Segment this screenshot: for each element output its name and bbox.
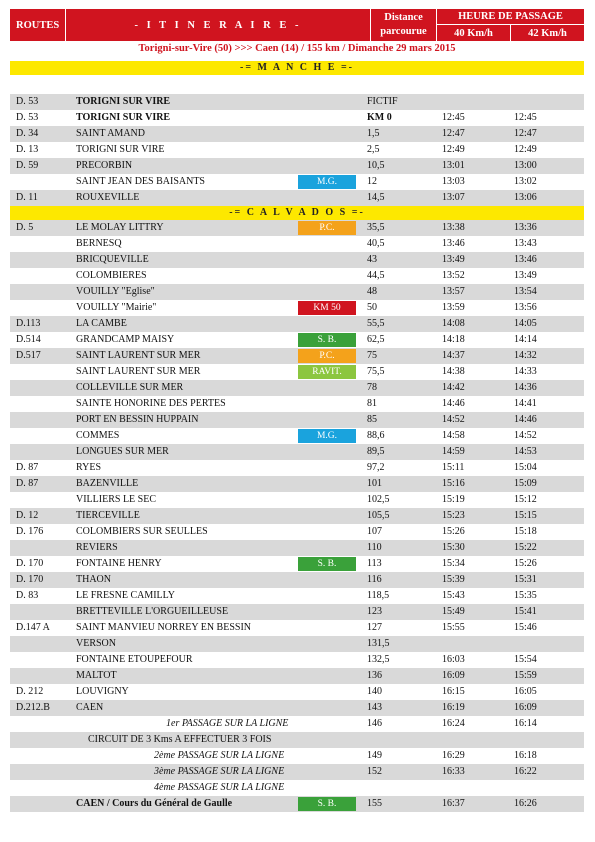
distance-km: 55,5 — [367, 318, 385, 329]
time-40kmh: 13:57 — [442, 286, 465, 297]
distance-km: 43 — [367, 254, 377, 265]
time-42kmh: 13:43 — [514, 238, 537, 249]
route-code: D. 13 — [16, 144, 39, 155]
distance-km: 50 — [367, 302, 377, 313]
place-name: SAINT LAURENT SUR MER — [76, 350, 201, 361]
distance-km: 14,5 — [367, 192, 385, 203]
time-42kmh: 15:35 — [514, 590, 537, 601]
time-40kmh: 14:52 — [442, 414, 465, 425]
time-42kmh: 13:49 — [514, 270, 537, 281]
distance-km: 155 — [367, 798, 382, 809]
table-row — [10, 572, 584, 588]
checkpoint-badge: M.G. — [298, 429, 356, 443]
table-row — [10, 444, 584, 460]
route-code: D.147 A — [16, 622, 50, 633]
checkpoint-badge: RAVIT. — [298, 365, 356, 379]
route-code: D. 176 — [16, 526, 44, 537]
table-row — [10, 316, 584, 332]
distance-km: 89,5 — [367, 446, 385, 457]
time-42kmh: 12:47 — [514, 128, 537, 139]
time-42kmh: 13:46 — [514, 254, 537, 265]
route-code: D. 87 — [16, 462, 39, 473]
time-40kmh: 16:33 — [442, 766, 465, 777]
table-row — [10, 524, 584, 540]
time-42kmh: 15:46 — [514, 622, 537, 633]
distance-km: 40,5 — [367, 238, 385, 249]
time-40kmh: 12:49 — [442, 144, 465, 155]
time-40kmh: 13:38 — [442, 222, 465, 233]
table-row — [10, 716, 584, 732]
place-name: SAINT LAURENT SUR MER — [76, 366, 201, 377]
time-40kmh: 13:03 — [442, 176, 465, 187]
place-name: TIERCEVILLE — [76, 510, 140, 521]
route-code: D. 53 — [16, 96, 39, 107]
time-42kmh: 13:00 — [514, 160, 537, 171]
header-routes: ROUTES — [10, 9, 66, 41]
time-40kmh: 14:46 — [442, 398, 465, 409]
place-name: RYES — [76, 462, 102, 473]
table-row — [10, 94, 584, 110]
checkpoint-badge: P.C. — [298, 349, 356, 363]
place-name: CIRCUIT DE 3 Kms A EFFECTUER 3 FOIS — [88, 734, 272, 745]
route-code: D.517 — [16, 350, 41, 361]
table-row — [10, 348, 584, 364]
table-row — [10, 268, 584, 284]
table-row — [10, 492, 584, 508]
place-name: CAEN / Cours du Général de Gaulle — [76, 798, 233, 809]
time-42kmh: 16:09 — [514, 702, 537, 713]
place-name: TORIGNI SUR VIRE — [76, 96, 171, 107]
header-heure-label: HEURE DE PASSAGE — [437, 9, 584, 25]
time-40kmh: 15:55 — [442, 622, 465, 633]
time-42kmh: 15:15 — [514, 510, 537, 521]
distance-km: 97,2 — [367, 462, 385, 473]
time-40kmh: 14:08 — [442, 318, 465, 329]
header-speed-42: 42 Km/h — [528, 27, 567, 39]
distance-km: 132,5 — [367, 654, 390, 665]
time-40kmh: 15:39 — [442, 574, 465, 585]
time-42kmh: 13:06 — [514, 192, 537, 203]
table-row — [10, 476, 584, 492]
distance-km: 113 — [367, 558, 382, 569]
time-40kmh: 16:03 — [442, 654, 465, 665]
place-name: MALTOT — [76, 670, 117, 681]
time-40kmh: 13:07 — [442, 192, 465, 203]
place-name: LOUVIGNY — [76, 686, 129, 697]
time-40kmh: 16:29 — [442, 750, 465, 761]
distance-km: 62,5 — [367, 334, 385, 345]
table-row — [10, 684, 584, 700]
time-40kmh: 15:30 — [442, 542, 465, 553]
time-40kmh: 16:37 — [442, 798, 465, 809]
distance-km: 140 — [367, 686, 382, 697]
table-row — [10, 748, 584, 764]
distance-km: FICTIF — [367, 96, 398, 107]
route-code: D. 170 — [16, 558, 44, 569]
place-name: BRICQUEVILLE — [76, 254, 149, 265]
header-heure-passage — [437, 9, 584, 41]
table-row — [10, 110, 584, 126]
place-name: COLOMBIERS SUR SEULLES — [76, 526, 208, 537]
time-42kmh: 14:41 — [514, 398, 537, 409]
route-code: D. 5 — [16, 222, 34, 233]
checkpoint-badge: S. B. — [298, 797, 356, 811]
table-row — [10, 636, 584, 652]
table-row — [10, 412, 584, 428]
time-42kmh: 15:59 — [514, 670, 537, 681]
place-name: TORIGNI SUR VIRE — [76, 112, 171, 123]
table-row — [10, 556, 584, 572]
route-code: D. 53 — [16, 112, 39, 123]
band-manche: -= M A N C H E =- — [10, 61, 584, 75]
distance-km: 1,5 — [367, 128, 380, 139]
place-name: 2ème PASSAGE SUR LA LIGNE — [154, 750, 285, 761]
place-name: ROUXEVILLE — [76, 192, 140, 203]
distance-km: 10,5 — [367, 160, 385, 171]
band-calvados: -= C A L V A D O S =- — [10, 206, 584, 220]
table-row — [10, 142, 584, 158]
checkpoint-badge: S. B. — [298, 557, 356, 571]
place-name: LE MOLAY LITTRY — [76, 222, 164, 233]
distance-km: 75 — [367, 350, 377, 361]
time-42kmh: 12:45 — [514, 112, 537, 123]
time-40kmh: 16:09 — [442, 670, 465, 681]
place-name: COLOMBIERES — [76, 270, 147, 281]
table-row — [10, 796, 584, 812]
place-name: VOUILLY "Mairie" — [76, 302, 157, 313]
time-42kmh: 15:12 — [514, 494, 537, 505]
time-40kmh: 14:38 — [442, 366, 465, 377]
place-name: BRETTEVILLE L'ORGUEILLEUSE — [76, 606, 229, 617]
time-42kmh: 14:46 — [514, 414, 537, 425]
time-42kmh: 13:36 — [514, 222, 537, 233]
route-code: D. 34 — [16, 128, 39, 139]
distance-km: 127 — [367, 622, 382, 633]
place-name: FONTAINE ETOUPEFOUR — [76, 654, 193, 665]
place-name: CAEN — [76, 702, 104, 713]
route-code: D. 11 — [16, 192, 38, 203]
checkpoint-badge: S. B. — [298, 333, 356, 347]
time-42kmh: 16:26 — [514, 798, 537, 809]
place-name: COMMES — [76, 430, 120, 441]
distance-km: 149 — [367, 750, 382, 761]
route-code: D.514 — [16, 334, 41, 345]
place-name: COLLEVILLE SUR MER — [76, 382, 184, 393]
race-subtitle: Torigni-sur-Vire (50) >>> Caen (14) / 155 km / Dimanche 29 mars 2015 — [138, 43, 456, 54]
table-row — [10, 668, 584, 684]
distance-km: 75,5 — [367, 366, 385, 377]
table-row — [10, 190, 584, 206]
time-40kmh: 15:11 — [442, 462, 465, 473]
distance-km: 81 — [367, 398, 377, 409]
itinerary-table — [10, 94, 584, 812]
time-42kmh: 14:14 — [514, 334, 537, 345]
time-40kmh: 12:47 — [442, 128, 465, 139]
table-row — [10, 332, 584, 348]
place-name: TORIGNI SUR VIRE — [76, 144, 165, 155]
route-code: D. 59 — [16, 160, 39, 171]
time-40kmh: 14:37 — [442, 350, 465, 361]
time-42kmh: 15:04 — [514, 462, 537, 473]
distance-km: 110 — [367, 542, 382, 553]
time-42kmh: 16:22 — [514, 766, 537, 777]
place-name: SAINT JEAN DES BAISANTS — [76, 176, 205, 187]
place-name: BERNESQ — [76, 238, 122, 249]
table-row — [10, 460, 584, 476]
time-42kmh: 13:02 — [514, 176, 537, 187]
distance-km: 123 — [367, 606, 382, 617]
checkpoint-badge: KM 50 — [298, 301, 356, 315]
time-42kmh: 14:53 — [514, 446, 537, 457]
table-row — [10, 284, 584, 300]
place-name: LA CAMBE — [76, 318, 127, 329]
table-row — [10, 236, 584, 252]
time-40kmh: 16:15 — [442, 686, 465, 697]
place-name: LONGUES SUR MER — [76, 446, 169, 457]
table-row — [10, 604, 584, 620]
table-row — [10, 158, 584, 174]
time-40kmh: 13:46 — [442, 238, 465, 249]
checkpoint-badge: P.C. — [298, 221, 356, 235]
time-42kmh: 15:09 — [514, 478, 537, 489]
distance-km: 48 — [367, 286, 377, 297]
place-name: REVIERS — [76, 542, 118, 553]
place-name: 3ème PASSAGE SUR LA LIGNE — [154, 766, 285, 777]
time-40kmh: 16:19 — [442, 702, 465, 713]
time-40kmh: 15:26 — [442, 526, 465, 537]
time-40kmh: 16:24 — [442, 718, 465, 729]
place-name: FONTAINE HENRY — [76, 558, 162, 569]
time-40kmh: 15:49 — [442, 606, 465, 617]
table-row — [10, 220, 584, 236]
time-42kmh: 16:14 — [514, 718, 537, 729]
distance-km: 116 — [367, 574, 382, 585]
header-itineraire: - I T I N E R A I R E - — [66, 9, 371, 41]
time-40kmh: 14:58 — [442, 430, 465, 441]
route-code: D. 83 — [16, 590, 39, 601]
time-42kmh: 15:54 — [514, 654, 537, 665]
time-42kmh: 14:33 — [514, 366, 537, 377]
place-name: 4ème PASSAGE SUR LA LIGNE — [154, 782, 285, 793]
time-42kmh: 15:22 — [514, 542, 537, 553]
time-40kmh: 13:59 — [442, 302, 465, 313]
table-row — [10, 252, 584, 268]
time-42kmh: 16:18 — [514, 750, 537, 761]
table-row — [10, 126, 584, 142]
place-name: VERSON — [76, 638, 117, 649]
route-code: D.113 — [16, 318, 41, 329]
distance-km: 85 — [367, 414, 377, 425]
place-name: BAZENVILLE — [76, 478, 139, 489]
checkpoint-badge: M.G. — [298, 175, 356, 189]
place-name: LE FRESNE CAMILLY — [76, 590, 175, 601]
distance-km: 152 — [367, 766, 382, 777]
distance-km: 105,5 — [367, 510, 390, 521]
time-42kmh: 13:54 — [514, 286, 537, 297]
distance-km: 88,6 — [367, 430, 385, 441]
table-row — [10, 780, 584, 796]
header-speeds — [437, 25, 584, 41]
distance-km: 44,5 — [367, 270, 385, 281]
table-row — [10, 764, 584, 780]
time-40kmh: 13:49 — [442, 254, 465, 265]
table-row — [10, 300, 584, 316]
time-40kmh: 14:42 — [442, 382, 465, 393]
table-row — [10, 732, 584, 748]
place-name: THAON — [76, 574, 111, 585]
place-name: SAINTE HONORINE DES PERTES — [76, 398, 226, 409]
time-40kmh: 15:16 — [442, 478, 465, 489]
time-42kmh: 15:31 — [514, 574, 537, 585]
header-distance — [371, 9, 437, 41]
distance-km: 136 — [367, 670, 382, 681]
distance-km: 102,5 — [367, 494, 390, 505]
distance-km: 146 — [367, 718, 382, 729]
time-42kmh: 14:36 — [514, 382, 537, 393]
time-40kmh: 12:45 — [442, 112, 465, 123]
time-42kmh: 16:05 — [514, 686, 537, 697]
table-row — [10, 620, 584, 636]
time-40kmh: 15:23 — [442, 510, 465, 521]
header-distance-line2: parcourue — [380, 26, 427, 37]
distance-km: 12 — [367, 176, 377, 187]
time-40kmh: 15:34 — [442, 558, 465, 569]
table-row — [10, 588, 584, 604]
time-42kmh: 12:49 — [514, 144, 537, 155]
table-row — [10, 540, 584, 556]
place-name: PRECORBIN — [76, 160, 133, 171]
place-name: GRANDCAMP MAISY — [76, 334, 175, 345]
distance-km: 118,5 — [367, 590, 390, 601]
table-row — [10, 364, 584, 380]
time-40kmh: 13:52 — [442, 270, 465, 281]
distance-km: 101 — [367, 478, 382, 489]
distance-km: 143 — [367, 702, 382, 713]
distance-km: 131,5 — [367, 638, 390, 649]
route-code: D. 170 — [16, 574, 44, 585]
table-row — [10, 396, 584, 412]
route-code: D. 212 — [16, 686, 44, 697]
time-40kmh: 14:59 — [442, 446, 465, 457]
distance-km: KM 0 — [367, 112, 392, 123]
time-42kmh: 14:52 — [514, 430, 537, 441]
table-header — [10, 9, 584, 41]
distance-km: 78 — [367, 382, 377, 393]
time-40kmh: 13:01 — [442, 160, 465, 171]
distance-km: 2,5 — [367, 144, 380, 155]
table-row — [10, 428, 584, 444]
route-code: D. 87 — [16, 478, 39, 489]
place-name: VOUILLY "Eglise" — [76, 286, 155, 297]
header-speed-40: 40 Km/h — [437, 25, 511, 41]
time-40kmh: 15:43 — [442, 590, 465, 601]
time-42kmh: 15:41 — [514, 606, 537, 617]
time-42kmh: 14:05 — [514, 318, 537, 329]
table-row — [10, 508, 584, 524]
time-42kmh: 13:56 — [514, 302, 537, 313]
time-42kmh: 15:26 — [514, 558, 537, 569]
time-40kmh: 14:18 — [442, 334, 465, 345]
table-row — [10, 700, 584, 716]
place-name: PORT EN BESSIN HUPPAIN — [76, 414, 199, 425]
distance-km: 35,5 — [367, 222, 385, 233]
table-row — [10, 652, 584, 668]
place-name: VILLIERS LE SEC — [76, 494, 156, 505]
time-42kmh: 15:18 — [514, 526, 537, 537]
place-name: 1er PASSAGE SUR LA LIGNE — [166, 718, 289, 729]
time-40kmh: 15:19 — [442, 494, 465, 505]
route-code: D. 12 — [16, 510, 39, 521]
table-row — [10, 174, 584, 190]
place-name: SAINT MANVIEU NORREY EN BESSIN — [76, 622, 252, 633]
route-code: D.212.B — [16, 702, 50, 713]
time-42kmh: 14:32 — [514, 350, 537, 361]
header-distance-line1: Distance — [384, 12, 423, 23]
table-row — [10, 380, 584, 396]
distance-km: 107 — [367, 526, 382, 537]
place-name: SAINT AMAND — [76, 128, 145, 139]
